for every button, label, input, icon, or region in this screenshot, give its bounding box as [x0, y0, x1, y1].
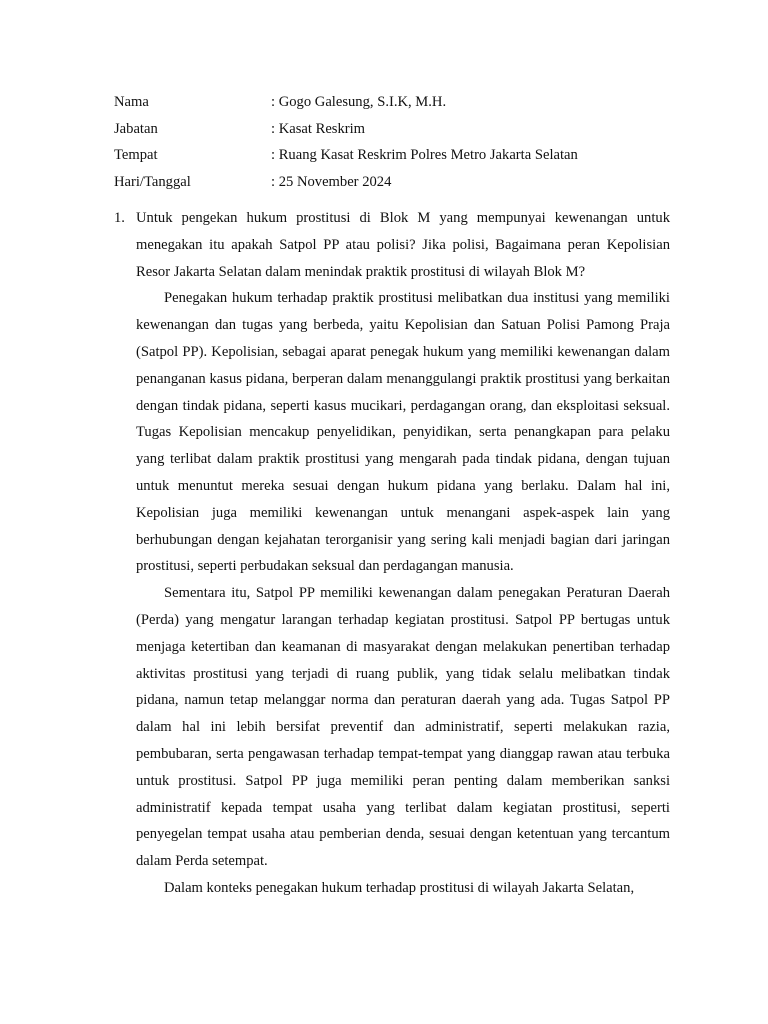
- question-number: 1.: [114, 210, 125, 226]
- header-row-position: [114, 116, 674, 143]
- header-value: : Kasat Reskrim: [271, 120, 366, 137]
- header-label: Jabatan: [114, 120, 158, 137]
- header-value: : Gogo Galesung, S.I.K, M.H.: [271, 94, 447, 110]
- header-row-name: [114, 89, 674, 116]
- interview-header: [114, 89, 674, 195]
- header-row-date: [114, 169, 674, 196]
- answer-body: [136, 285, 670, 901]
- question-item: [114, 205, 670, 285]
- header-row-place: [114, 142, 674, 169]
- header-value: : Ruang Kasat Reskrim Polres Metro Jakarta Selatan: [271, 147, 578, 164]
- answer-paragraph: Dalam konteks penegakan hukum terhadap prostitusi di wilayah Jakarta Selatan,: [164, 879, 635, 896]
- header-label: Hari/Tanggal: [114, 173, 191, 190]
- question-text: Untuk pengekan hukum prostitusi di Blok M yang mempunyai kewenangan untuk menegakan itu apakah Satpol PP atau polisi? Jika polisi, Bagaimana peran Kepolisian Resor Jakarta Selatan dalam menindak praktik prostitusi di wilayah Blok M?: [136, 210, 670, 280]
- question-answer-section: [114, 205, 670, 902]
- header-label: Nama: [114, 94, 149, 110]
- header-label: Tempat: [114, 147, 158, 164]
- answer-paragraph: Sementara itu, Satpol PP memiliki kewenangan dalam penegakan Peraturan Daerah (Perda) yang mengatur larangan terhadap kegiatan prostitusi. Satpol PP bertugas untuk menjaga ketertiban dan keamanan di masyarakat dengan melakukan penertiban terhadap aktivitas prostitusi yang terjadi di ruang publik, yang tidak selalu melibatkan tindak pidana, namun tetap melanggar norma dan peraturan daerah yang ada. Tugas Satpol PP dalam hal ini lebih bersifat preventif dan administratif, seperti melakukan razia, pembubaran, serta pengawasan terhadap tempat-tempat yang dianggap rawan atau terbuka untuk prostitusi. Satpol PP juga memiliki peran penting dalam memberikan sanksi administratif kepada tempat usaha yang terlibat dalam kegiatan prostitusi, seperti penyegelan tempat usaha atau pemberian denda, sesuai dengan ketentuan yang tercantum dalam Perda setempat.: [136, 585, 670, 870]
- header-value: : 25 November 2024: [271, 173, 392, 190]
- answer-paragraph: Penegakan hukum terhadap praktik prostitusi melibatkan dua institusi yang memiliki kewenangan dan tugas yang berbeda, yaitu Kepolisian dan Satuan Polisi Pamong Praja (Satpol PP). Kepolisian, sebagai aparat penegak hukum yang memiliki kewenangan dalam penanganan kasus pidana, berperan dalam menanggulangi praktik prostitusi yang berkaitan dengan tindak pidana, seperti kasus mucikari, perdagangan orang, dan eksploitasi seksual. Tugas Kepolisian mencakup penyelidikan, penyidikan, serta penangkapan para pelaku yang terlibat dalam praktik prostitusi yang mengarah pada tindak pidana, dengan tujuan untuk menuntut mereka sesuai dengan hukum pidana yang berlaku. Dalam hal ini, Kepolisian juga memiliki kewenangan untuk menangani aspek-aspek lain yang berhubungan dengan kejahatan terorganisir yang sering kali menjadi bagian dari jaringan prostitusi, seperti perbudakan seksual dan perdagangan manusia.: [136, 290, 670, 575]
